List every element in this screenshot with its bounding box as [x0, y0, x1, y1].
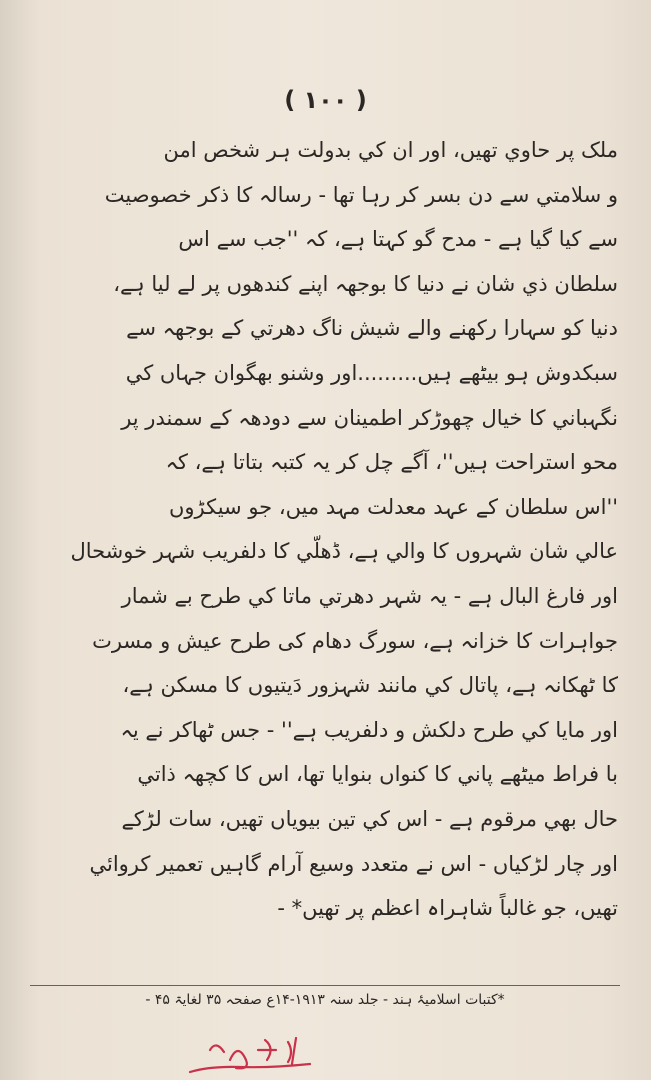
body-text [18, 128, 618, 931]
text-line: جواہرات کا خزانہ ہے، سورگ دھام کی طرح عیش و مسرت [92, 628, 618, 653]
text-line: سلطان ذي شان نے دنیا کا بوجھہ اپنے کندھوں پر لے لیا ہے، [113, 271, 618, 296]
text-line: محو استراحت ہیں''، آگے چل کر یہ کتبہ بتاتا ہے، کہ [165, 450, 618, 475]
text-line: با فراط میٹھے پاني کا کنواں بنوایا تھا، اس کا کچھہ ذاتي [137, 762, 618, 787]
text-line: عالي شان شہروں کا والي ہے، ڈھلّي کا دلفریب شہر خوشحال [70, 539, 618, 564]
library-stamp-mark [170, 1020, 330, 1080]
text-line: و سلامتي سے دن بسر کر رہا تھا - رسالہ کا ذکر خصوصیت [104, 182, 618, 207]
text-line: تھیں، جو غالباً شاہراہ اعظم پر تھیں* - [277, 896, 618, 921]
text-line: اور مایا کي طرح دلکش و دلفریب ہے'' - جس ٹھاکر نے یہ [120, 717, 618, 742]
text-line: دنیا کو سہارا رکھنے والے شیش ناگ دھرتي کے بوجھہ سے [126, 316, 618, 341]
text-line: نگہباني کا خیال چھوڑکر اطمینان سے دودھہ کے سمندر پر [121, 405, 618, 430]
footnote: *کتبات اسلامیۂ ہند - جلد سنہ ۱۹۱۳-۱۴ع صفحہ ۳۵ لغایۃ ۴۵ - [145, 992, 505, 1008]
text-line: اور چار لڑکیاں - اس نے متعدد وسیع آرام گاہیں تعمیر کروائي [89, 851, 618, 876]
text-line: اور فارغ البال ہے - یہ شہر دھرتي ماتا کي طرح بے شمار [121, 583, 618, 608]
text-line: ملک پر حاوي تھیں، اور ان کي بدولت ہر شخص امن [163, 138, 618, 162]
text-line: ''اس سلطان کے عہد معدلت مہد میں، جو سیکڑوں [168, 494, 618, 519]
footnote-divider [30, 985, 620, 986]
page-number: ( ۱۰۰ ) [284, 86, 367, 114]
text-line: سبکدوش ہو بیٹھے ہیں.........اور وشنو بھگوان جہاں کي [125, 360, 618, 385]
text-line: کا ٹھکانہ ہے، پاتال کي مانند شہزور دَیتیوں کا مسکن ہے، [122, 673, 618, 698]
text-line: سے کیا گیا ہے - مدح گو کہتا ہے، کہ ''جب سے اس [178, 227, 618, 252]
text-line: حال بھي مرقوم ہے - اس کي تین بیویاں تھیں، سات لڑکے [121, 806, 618, 831]
